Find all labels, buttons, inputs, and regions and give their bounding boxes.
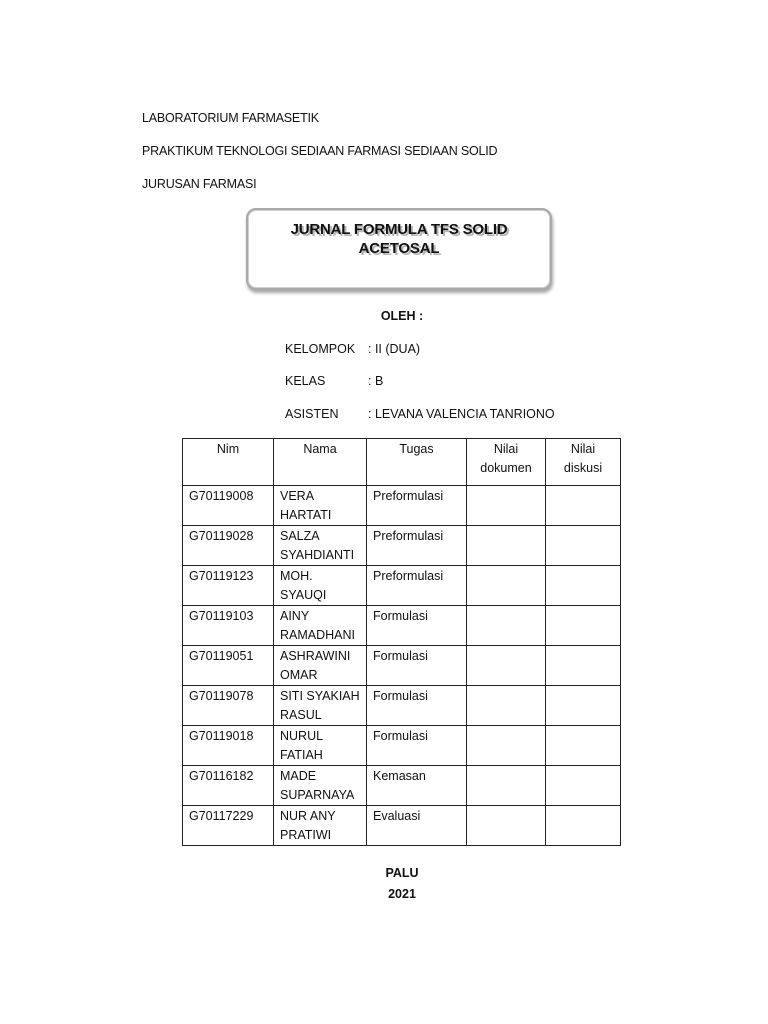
table-row [183, 806, 621, 846]
members-table [182, 438, 621, 846]
cell-nama: SITI SYAKIAH RASUL [274, 686, 367, 726]
cell-tugas: Formulasi [367, 686, 467, 726]
table-row [183, 606, 621, 646]
cell-nilai-diskusi [546, 566, 621, 606]
oleh-label: OLEH : [380, 309, 424, 323]
table-row [183, 486, 621, 526]
title-box [246, 208, 552, 290]
cell-nim: G70119103 [183, 606, 274, 646]
cell-nilai-dokumen [467, 526, 546, 566]
cell-nilai-dokumen [467, 566, 546, 606]
cell-nama: NURUL FATIAH [274, 726, 367, 766]
cell-nilai-dokumen [467, 766, 546, 806]
table-header-row [183, 439, 621, 486]
cell-tugas: Formulasi [367, 606, 467, 646]
asisten-value: : LEVANA VALENCIA TANRIONO [368, 407, 555, 421]
cell-nilai-diskusi [546, 806, 621, 846]
cell-nama: ASHRAWINI OMAR [274, 646, 367, 686]
header-tugas: Tugas [367, 439, 467, 486]
table-row [183, 726, 621, 766]
header-nilai-dokumen: Nilai dokumen [467, 439, 546, 486]
cell-nim: G70119018 [183, 726, 274, 766]
cell-nilai-diskusi [546, 526, 621, 566]
cell-nilai-diskusi [546, 686, 621, 726]
header-nim: Nim [183, 439, 274, 486]
cell-tugas: Preformulasi [367, 526, 467, 566]
cell-nim: G70119008 [183, 486, 274, 526]
cell-tugas: Preformulasi [367, 566, 467, 606]
cell-tugas: Formulasi [367, 726, 467, 766]
cell-tugas: Kemasan [367, 766, 467, 806]
header-lab: LABORATORIUM FARMASETIK [142, 111, 319, 125]
cell-tugas: Formulasi [367, 646, 467, 686]
title-line-2: ACETOSAL [358, 240, 440, 257]
cell-tugas: Evaluasi [367, 806, 467, 846]
cell-nilai-diskusi [546, 646, 621, 686]
cell-nilai-dokumen [467, 606, 546, 646]
table-row [183, 766, 621, 806]
kelompok-label: KELOMPOK [285, 342, 356, 356]
cell-nama: NUR ANY PRATIWI [274, 806, 367, 846]
cell-nilai-diskusi [546, 606, 621, 646]
cell-nim: G70119028 [183, 526, 274, 566]
footer-city: PALU [385, 866, 419, 880]
title-line-1: JURNAL FORMULA TFS SOLID [290, 221, 508, 238]
table-row [183, 686, 621, 726]
cell-nilai-diskusi [546, 726, 621, 766]
cell-nilai-dokumen [467, 486, 546, 526]
kelompok-value: : II (DUA) [368, 342, 421, 356]
header-nama: Nama [274, 439, 367, 486]
header-praktikum: PRAKTIKUM TEKNOLOGI SEDIAAN FARMASI SEDIAAN SOLID [142, 144, 498, 158]
cell-tugas: Preformulasi [367, 486, 467, 526]
table-row [183, 646, 621, 686]
cell-nilai-diskusi [546, 766, 621, 806]
cell-nama: MOH. SYAUQI [274, 566, 367, 606]
cell-nilai-dokumen [467, 646, 546, 686]
cell-nim: G70119123 [183, 566, 274, 606]
table-row [183, 526, 621, 566]
kelas-label: KELAS [285, 374, 326, 388]
cell-nama: SALZA SYAHDIANTI [274, 526, 367, 566]
cell-nim: G70116182 [183, 766, 274, 806]
header-jurusan: JURUSAN FARMASI [142, 177, 257, 191]
cell-nama: MADE SUPARNAYA [274, 766, 367, 806]
cell-nim: G70119078 [183, 686, 274, 726]
cell-nama: VERA HARTATI [274, 486, 367, 526]
cell-nama: AINY RAMADHANI [274, 606, 367, 646]
footer-year: 2021 [388, 887, 416, 901]
cell-nilai-dokumen [467, 806, 546, 846]
kelas-value: : B [368, 374, 384, 388]
cell-nilai-diskusi [546, 486, 621, 526]
table-row [183, 566, 621, 606]
cell-nilai-dokumen [467, 686, 546, 726]
cell-nim: G70119051 [183, 646, 274, 686]
asisten-label: ASISTEN [285, 407, 339, 421]
header-nilai-diskusi: Nilai diskusi [546, 439, 621, 486]
cell-nilai-dokumen [467, 726, 546, 766]
cell-nim: G70117229 [183, 806, 274, 846]
